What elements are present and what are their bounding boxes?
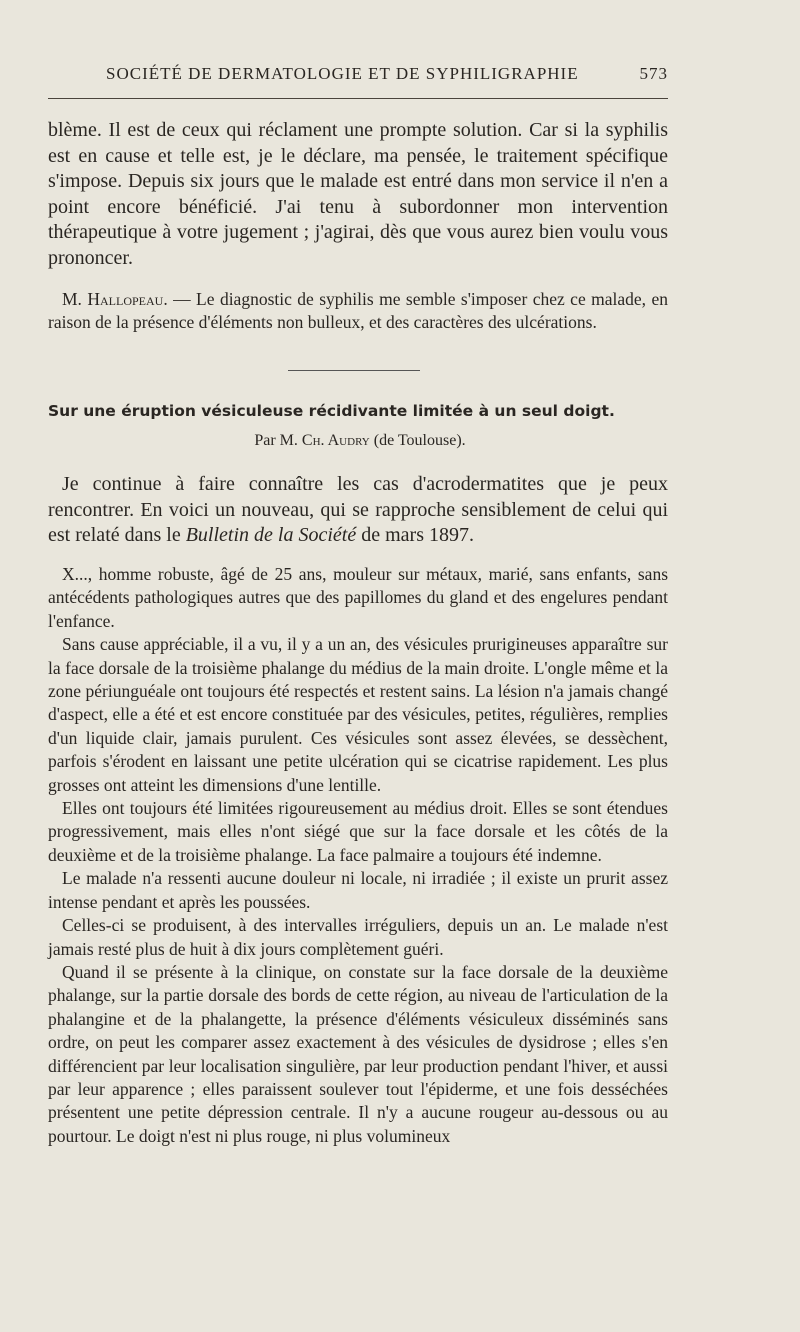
case-paragraph: X..., homme robuste, âgé de 25 ans, mouleur sur métaux, marié, sans enfants, sans antécédents pathologiques autres que des papillomes du gland et des engelures pendant l'enfance. (48, 564, 668, 631)
byline-prefix: Par M. (254, 432, 302, 449)
speaker-name: M. Hallopeau. (62, 289, 168, 309)
article-intro: Je continue à faire connaître les cas d'acrodermatites que je peux rencontrer. En voici un nouveau, qui se rapproche sensiblement de celui qui est relaté dans le Bulletin de la Société de mars 1897. (48, 473, 668, 547)
section-separator (288, 370, 420, 371)
header-title: SOCIÉTÉ DE DERMATOLOGIE ET DE SYPHILIGRAPHIE (106, 64, 579, 83)
case-paragraph: Elles ont toujours été limitées rigoureusement au médius droit. Elles se sont étendues progressivement, mais elles n'ont siégé que sur la face dorsale et les côtés de la deuxième et de la troisième phalange. La face palmaire a toujours été indemne. (48, 798, 668, 865)
case-paragraph: Le malade n'a ressenti aucune douleur ni locale, ni irradiée ; il existe un prurit assez intense pendant et après les poussées. (48, 868, 668, 912)
author-name: Ch. Audry (301, 432, 370, 449)
case-report (48, 563, 668, 1148)
hallopeau-paragraph (48, 288, 668, 335)
case-paragraph: Sans cause appréciable, il a vu, il y a un an, des vésicules prurigineuses apparaître sur la face dorsale de la troisième phalange du médius de la main droite. L'ongle même et la zone périunguéale ont toujours été respectés et restent sains. La lésion n'a jamais changé d'aspect, elle a été et est encore constituée par des vésicules, petites, régulières, remplies d'un liquide clair, jamais purulent. Ces vésicules sont assez élevées, se dessèchent, parfois s'érodent en laissant une petite ulcération qui se cicatrise rapidement. Les plus grosses ont atteint les dimensions d'une lentille. (48, 634, 668, 795)
running-header (106, 64, 668, 84)
header-rule (48, 98, 668, 99)
speaker-text: — Le diagnostic de syphilis me semble s'imposer chez ce malade, en raison de la présence d'éléments non bulleux, et des caractères des ulcérations. (48, 289, 668, 333)
bulletin-reference: Bulletin de la Société (185, 524, 357, 547)
case-paragraph: Celles-ci se produisent, à des intervalles irréguliers, depuis un an. Le malade n'est jamais resté plus de huit à dix jours complètement guéri. (48, 915, 668, 959)
opening-paragraph: blème. Il est de ceux qui réclament une prompte solution. Car si la syphilis est en cause et telle est, je le déclare, ma pensée, le traitement spécifique s'impose. Depuis six jours que le malade est entré dans mon service il n'en a point encore bénéficié. J'ai tenu à subordonner mon intervention thérapeutique à votre jugement ; j'agirai, dès que vous aurez bien voulu vous prononcer. (48, 119, 668, 269)
case-paragraph: Quand il se présente à la clinique, on constate sur la face dorsale de la deuxième phalange, sur la partie dorsale des bords de cette région, au niveau de l'articulation de la phalangine et de la phalangette, la présence d'éléments vésiculeux disséminés sans ordre, on peut les comparer assez exactement à des vésicules de dysidrose ; elles s'en différencient par leur localisation singulière, par leur production pendant l'hiver, et aussi par leur apparence ; elles paraissent soulever tout l'épiderme, et une fois desséchées présentent une petite dépression centrale. Il n'y a aucune rougeur au-dessous ou au pourtour. Le doigt n'est ni plus rouge, ni plus volumineux (48, 961, 668, 1146)
byline-suffix: (de Toulouse). (369, 432, 466, 449)
page-number: 573 (639, 64, 668, 83)
article-byline (0, 432, 720, 450)
article-title: Sur une éruption vésiculeuse récidivante limitée à un seul doigt. (48, 402, 615, 420)
